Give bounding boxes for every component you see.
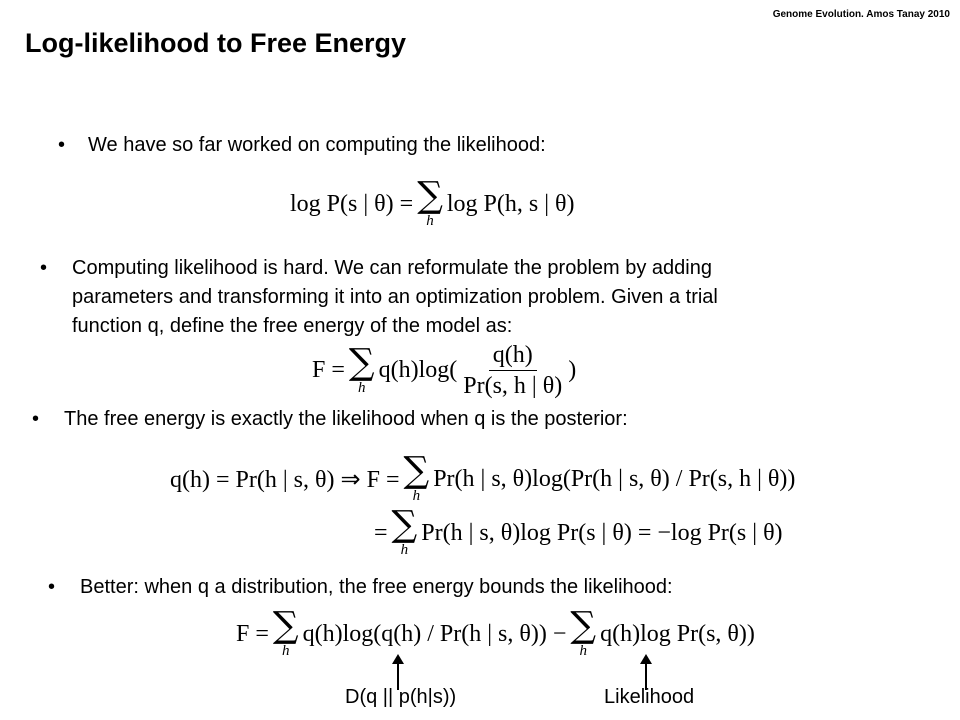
fraction-denominator: Pr(s, h | θ)	[463, 373, 563, 399]
eq3b-lhs: =	[374, 519, 388, 546]
bullet-4-text: Better: when q a distribution, the free energy bounds the likelihood:	[80, 576, 673, 598]
sum-index: h	[357, 379, 366, 396]
sum-index: h	[579, 643, 587, 659]
eq1-rhs: log P(h, s | θ)	[446, 190, 575, 217]
bullet-4	[48, 573, 808, 603]
bullet-marker: •	[32, 408, 40, 430]
summation-symbol: ∑ h	[570, 605, 597, 659]
equation-posterior-case	[170, 450, 796, 504]
summation-symbol: ∑ h	[348, 341, 375, 396]
summation-symbol: ∑ h	[391, 504, 418, 558]
sum-index: h	[281, 643, 290, 659]
bullet-marker: •	[48, 576, 56, 598]
eq4-lhs: F =	[236, 620, 269, 647]
bullet-3	[32, 405, 792, 435]
bullet-2-line-2: parameters and transforming it into an optimization problem. Given a trial	[72, 286, 718, 308]
slide-title: Log-likelihood to Free Energy	[25, 28, 407, 58]
eq3a-rhs: Pr(h | s, θ)log(Pr(h | s, θ) / Pr(s, h | θ))	[433, 465, 796, 492]
fraction-numerator: q(h)	[489, 342, 537, 371]
likelihood-label: Likelihood	[604, 686, 695, 708]
eq3b-rhs: Pr(h | s, θ)log Pr(s | θ) = −log Pr(s | θ)	[421, 519, 783, 546]
kl-divergence-label: D(q || p(h|s))	[345, 686, 457, 708]
header-credit: Genome Evolution. Amos Tanay 2010	[772, 9, 950, 20]
eq4-part1: q(h)log(q(h) / Pr(h | s, θ)) −	[302, 620, 567, 647]
fraction	[459, 342, 566, 399]
bullet-3-text: The free energy is exactly the likelihood when q is the posterior:	[64, 408, 628, 430]
summation-symbol: ∑ h	[417, 175, 443, 229]
bullet-2-line-3: function q, define the free energy of the model as:	[72, 315, 513, 337]
bullet-2	[40, 254, 870, 344]
eq2-mid: q(h)log(	[378, 357, 458, 383]
sum-index: h	[400, 542, 409, 558]
eq2-close: )	[568, 357, 577, 383]
equation-log-likelihood	[290, 175, 575, 229]
equation-free-energy-bound	[236, 605, 755, 659]
equation-free-energy	[312, 342, 576, 399]
arrow-up-icon	[392, 654, 404, 690]
sum-index: h	[426, 213, 434, 229]
bullet-marker: •	[58, 134, 66, 156]
summation-symbol: ∑ h	[403, 450, 430, 504]
bullet-marker: •	[40, 257, 48, 279]
sum-index: h	[412, 488, 421, 504]
equation-posterior-result	[374, 504, 783, 558]
eq2-lhs: F =	[312, 357, 345, 383]
bullet-2-line-1: Computing likelihood is hard. We can reformulate the problem by adding	[72, 257, 712, 279]
arrow-up-icon	[640, 654, 652, 690]
eq1-lhs: log P(s | θ) =	[290, 190, 414, 217]
eq4-part2: q(h)log Pr(s, θ))	[600, 620, 755, 647]
bullet-1-text: We have so far worked on computing the likelihood:	[88, 134, 546, 156]
bullet-1	[58, 131, 758, 161]
eq3a-lhs: q(h) = Pr(h | s, θ) ⇒ F =	[170, 466, 400, 493]
summation-symbol: ∑ h	[272, 605, 299, 659]
